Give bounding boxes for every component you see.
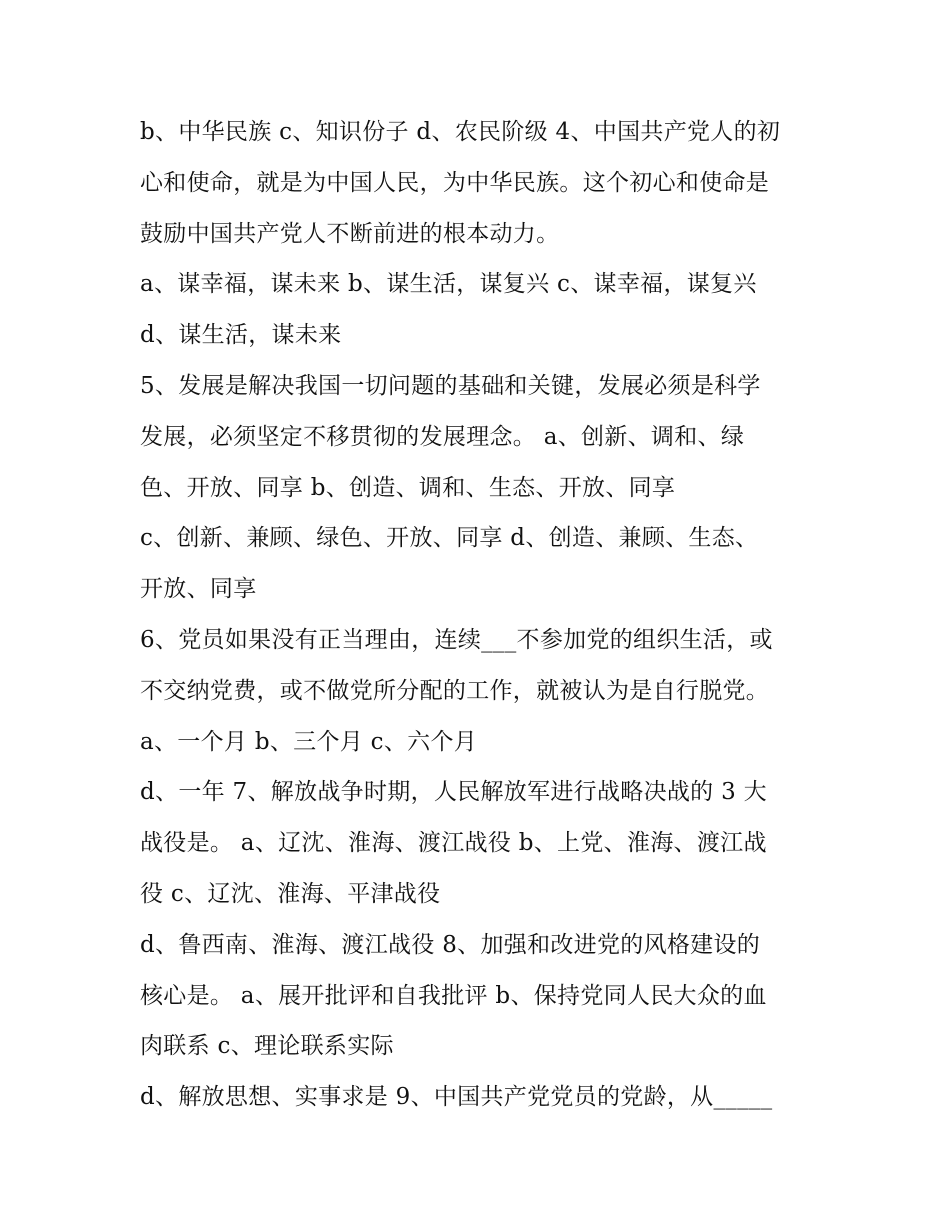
text-line: 核心是。 a、展开批评和自我批评 b、保持党同人民大众的血 [140,982,767,1009]
text-line: 鼓励中国共产党人不断前进的根本动力。 [140,220,560,247]
text-line: a、一个月 b、三个月 c、六个月 [140,728,478,755]
text-line: 开放、同享 [140,576,257,603]
text-line: 发展，必须坚定不移贯彻的发展理念。 a、创新、调和、绿 [140,423,745,450]
text-line: 5、发展是解决我国一切问题的基础和关键，发展必须是科学 [140,372,761,399]
text-line: 肉联系 c、理论联系实际 [140,1033,394,1060]
text-line: 不交纳党费，或不做党所分配的工作，就被认为是自行脱党。 [140,677,770,704]
text-line: 役 c、辽沈、淮海、平津战役 [140,880,441,907]
text-line: 6、党员如果没有正当理由，连续___不参加党的组织生活，或 [140,626,773,653]
text-line: 色、开放、同享 b、创造、调和、生态、开放、同享 [140,474,676,501]
text-line: 战役是。 a、辽沈、淮海、渡江战役 b、上党、淮海、渡江战 [140,830,767,857]
text-line: c、创新、兼顾、绿色、开放、同享 d、创造、兼顾、生态、 [140,525,759,552]
text-line: d、一年 7、解放战争时期，人民解放军进行战略决战的 3 大 [140,779,767,806]
text-line: 心和使命，就是为中国人民，为中华民族。这个初心和使命是 [140,169,770,196]
text-line: d、鲁西南、淮海、渡江战役 8、加强和改进党的风格建设的 [140,931,761,958]
text-line: b、中华民族 c、知识份子 d、农民阶级 4、中国共产党人的初 [140,119,781,145]
text-line: d、解放思想、实事求是 9、中国共产党党员的党龄，从_____ [140,1084,773,1111]
text-line: d、谋生活，谋未来 [140,322,342,349]
text-line: a、谋幸福，谋未来 b、谋生活，谋复兴 c、谋幸福，谋复兴 [140,271,757,298]
document-body [140,107,840,1123]
